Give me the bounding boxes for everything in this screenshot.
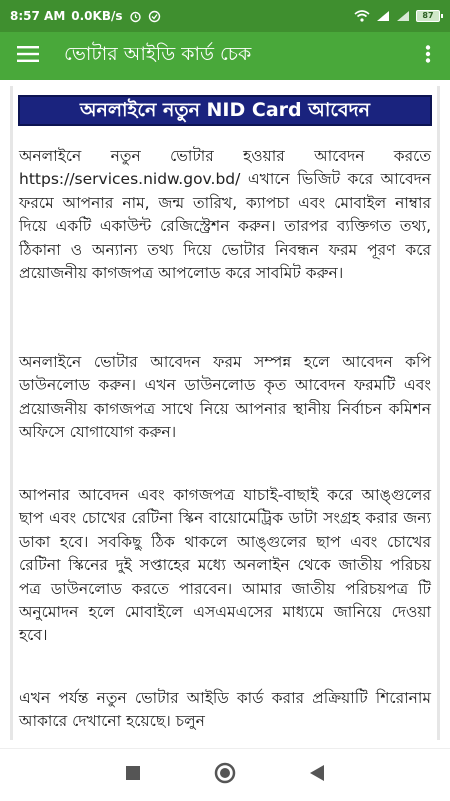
home-button[interactable]	[179, 749, 271, 801]
battery-indicator: 87	[416, 10, 440, 22]
hamburger-icon	[17, 46, 39, 66]
status-right	[354, 10, 440, 22]
back-button[interactable]	[271, 749, 363, 801]
status-time: 8:57 AM	[10, 9, 66, 23]
alarm-icon	[129, 10, 142, 23]
network-speed: 0.0KB/s	[71, 9, 123, 23]
status-bar	[0, 0, 450, 32]
content-right-border	[437, 86, 440, 740]
signal-icon-2	[396, 10, 410, 22]
circle-home-icon	[214, 762, 236, 788]
menu-button[interactable]	[0, 32, 56, 80]
article-headline: অনলাইনে নতুন NID Card আবেদন	[18, 95, 432, 126]
wifi-icon	[354, 10, 370, 22]
article-paragraph-3: আপনার আবেদন এবং কাগজপত্র যাচাই-বাছাই করে আঙ্গুলের ছাপ এবং চোখের রেটিনা স্কিন বায়োমেট্রিক ডাটা সংগ্রহ করার জন্য ডাকা হবে। সবকিছু ঠিক থাকলে আঙ্গুলের ছাপ এবং চোখের রেটিনা স্কিনের দুই সপ্তাহের মধ্যে অনলাইন থেকে জাতীয় পরিচয় পত্র ডাউনলোড করতে পারবেন। আমার জাতীয় পরিচয়পত্র টি অনুমোদন হলে মোবাইলে এসএমএসের মাধ্যমে জানিয়ে দেওয়া হবে।	[19, 486, 431, 645]
triangle-back-icon	[310, 765, 324, 785]
article-paragraph-4: এখন পর্যন্ত নতুন ভোটার আইডি কার্ড করার প্রক্রিয়াটি শিরোনাম আকারে দেখানো হয়েছে। চলুন	[19, 689, 431, 731]
signal-icon	[376, 10, 390, 22]
more-options-button[interactable]	[406, 32, 450, 80]
status-left	[10, 9, 161, 23]
recents-button[interactable]	[87, 749, 179, 801]
system-nav-bar	[0, 748, 450, 800]
notification-icon	[148, 10, 161, 23]
app-title: ভোটার আইডি কার্ড চেক	[64, 43, 252, 65]
square-recents-icon	[126, 765, 140, 784]
article-paragraph-1: অনলাইনে নতুন ভোটার হওয়ার আবেদন করতে https://services.nidw.gov.bd/ এখানে ভিজিট করে আবেদন ফরমে আপনার নাম, জন্ম তারিখ, ক্যাপচা এবং মোবাইল নাম্বার দিয়ে একটি একাউন্ট রেজিস্ট্রেশন করুন। তারপর ব্যক্তিগত তথ্য, ঠিকানা ও অন্যান্য তথ্য দিয়ে ভোটার নিবন্ধন ফরম পূরণ করে প্রয়োজনীয় কাগজপত্র আপলোড করে সাবমিট করুন।	[19, 147, 431, 283]
app-bar	[0, 32, 450, 80]
content-left-border	[10, 86, 13, 740]
more-vert-icon	[425, 45, 431, 67]
article-paragraph-2: অনলাইনে ভোটার আবেদন ফরম সম্পন্ন হলে আবেদন কপি ডাউনলোড করুন। এখন ডাউনলোড কৃত আবেদন ফরমটি এবং প্রয়োজনীয় কাগজপত্র সাথে নিয়ে আপনার স্থানীয় নির্বাচন কমিশন অফিসে যোগাযোগ করুন।	[19, 353, 431, 442]
